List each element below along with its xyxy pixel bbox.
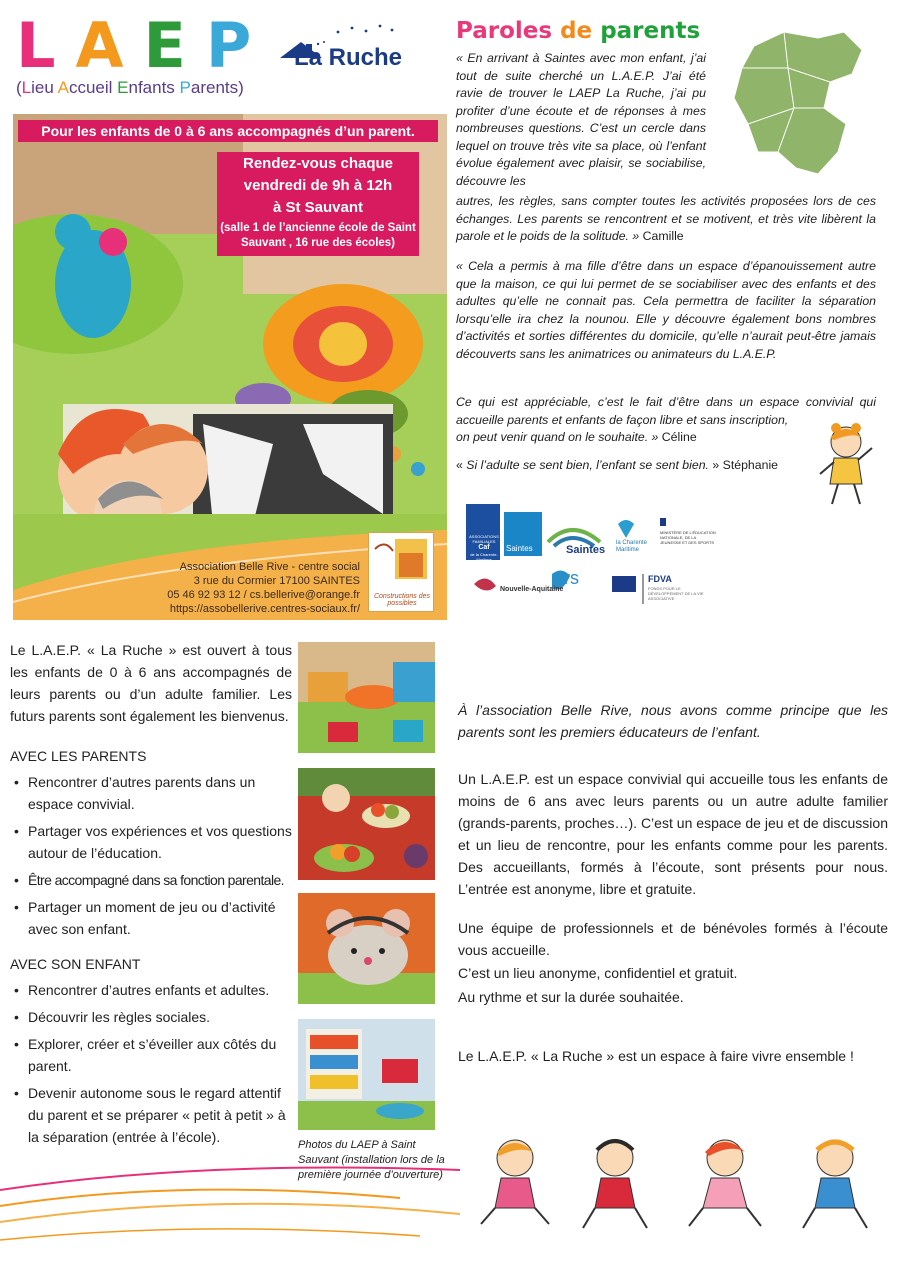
quote-author: Camille: [642, 229, 684, 243]
charente-maritime-logo: la Charente Maritime: [616, 540, 648, 553]
caf-line: FAMILIALES: [472, 539, 496, 544]
child-1: [481, 1140, 549, 1224]
principle-text: À l’association Belle Rive, nous avons comme principe que les parents sont les premiers éducateurs de l’enfant.: [458, 702, 888, 740]
rendezvous-box: [217, 152, 419, 256]
caf-logo: [469, 534, 499, 562]
laep-letter-l: L: [16, 9, 56, 82]
team-text: Une équipe de professionnels et de bénévoles formés à l’écoute vous accueille.: [458, 920, 888, 958]
ministere-logo: MINISTÈRE DE L’ÉDUCATION NATIONALE, DE LA JEUNESSE ET DES SPORTS: [660, 530, 716, 545]
de-word: de: [560, 18, 593, 44]
child-3: [689, 1140, 761, 1226]
ars-logo: ars: [554, 568, 580, 588]
subtitle-initial: A: [57, 78, 69, 97]
fdva-logo: FDVA: [648, 574, 672, 584]
mouse-toy-image: [298, 893, 435, 1004]
fruits-image: [298, 768, 435, 880]
decorative-swoosh: [0, 1150, 460, 1272]
list-item: • Rencontrer d’autres parents dans un espace convivial.: [14, 771, 292, 815]
quote-camille-continued: [456, 193, 876, 246]
quote-text: Si l’adulte se sent bien, l’enfant se sent bien.: [466, 458, 709, 472]
enfant-list: [14, 979, 292, 1153]
parents-list: [14, 771, 292, 945]
partner-logos: [466, 502, 726, 612]
belle-rive-tagline: Constructions des possibles: [373, 593, 431, 607]
contact-phone-email[interactable]: 05 46 92 93 12 / cs.bellerive@orange.fr: [167, 589, 360, 601]
saintes-agglo-logo: Saintes: [566, 544, 606, 556]
list-item: • Explorer, créer et s’éveiller aux côtés du parent.: [14, 1033, 292, 1077]
quote-author: Céline: [661, 430, 697, 444]
bookshelf-image: [298, 1019, 435, 1130]
child-4: [803, 1140, 867, 1228]
rhythm-text: Au rythme et sur la durée souhaitée.: [458, 989, 684, 1005]
caf-line: de la Charente-Maritime: [470, 552, 498, 562]
caf-line: ASSOCIATIONS: [469, 534, 499, 539]
subtitle-word: ccueil: [68, 78, 118, 97]
list-item: • Être accompagné dans sa fonction parentale.: [14, 869, 292, 891]
subtitle-word: arents: [190, 78, 239, 97]
contact-address: 3 rue du Cormier 17100 SAINTES: [193, 575, 360, 587]
waving-child-illustration: [814, 420, 876, 510]
subtitle-initial: P: [179, 78, 191, 97]
subtitle-word: nfants: [128, 78, 180, 97]
photo-fruits: [298, 768, 435, 880]
quote-stephanie: [456, 457, 816, 475]
contact-block: [130, 560, 360, 616]
saintes-logo: Saintes: [506, 544, 533, 553]
play-area-image: [298, 642, 435, 753]
photo-mouse-toy: [298, 893, 435, 1004]
subtitle-initial: E: [117, 78, 129, 97]
quote-celine-2: Ce qui est appréciable, c’est le fait d’être dans un espace convivial qui accueille parents et enfants de façon libre et sans inscription,: [456, 395, 876, 427]
list-item: • Partager vos expériences et vos questions autour de l’éducation.: [14, 820, 292, 864]
rdv-place: (salle 1 de l’ancienne école de Saint Sauvant , 16 rue des écoles): [220, 222, 416, 249]
subtitle-paren-close: ): [238, 78, 244, 97]
paroles-word: Paroles: [456, 18, 553, 44]
bees-icon: [328, 22, 406, 40]
paroles-title: [456, 18, 700, 44]
quote-text: autres, les règles, sans compter toutes les activités proposées lors de ces échanges. Les parents se rencontrent et se motivent, et très vite libèrent la parole et le poids de la solitude. »: [456, 194, 876, 243]
intro-text: Le L.A.E.P. « La Ruche » est ouvert à tous les enfants de 0 à 6 ans accompagnés de leurs parents ou d’un adulte familier. Les futurs parents sont également les bienvenus.: [10, 642, 292, 724]
belle-rive-emblem-icon: [369, 533, 433, 589]
subtitle-paren-open: (: [16, 78, 22, 97]
heading-avec-son-enfant: AVEC SON ENFANT: [10, 956, 141, 972]
quote-camille: « En arrivant à Saintes avec mon enfant, j’ai tout de suite cherché un L.A.E.P. J’ai été ravie de trouver le LAEP La Ruche, j’ai pu profiter d’une écoute et de réponses à mes nombreuses questions. C’est un cercle dans lequel on trouve très vite sa place, où l’enfant évolue également avec plaisir, se sociabilise, découvre les: [456, 51, 706, 188]
quote-open: «: [456, 458, 467, 472]
hero-banner: Pour les enfants de 0 à 6 ans accompagnés d’un parent.: [18, 120, 438, 142]
quote-author: Stéphanie: [722, 458, 779, 472]
la-ruche-logo: [276, 22, 406, 80]
rdv-line-2: vendredi de 9h à 12h: [243, 177, 393, 194]
quote-celine: « Cela a permis à ma fille d’être dans un espace d’épanouissement autre que la maison, ce qui lui permet de se sociabiliser avec des enfants et des adultes qu’elle ne connait pas. Cela permettra de faciliter la séparation lorsqu’elle ira chez la nounou. Elle y découvre également bons nombres d’activités et sorties différentes du domicile, qu’elle n’aurait peut-être jamais découverts sans les animatrices ou animateurs du L.A.E.P.: [456, 259, 876, 361]
list-item: • Partager un moment de jeu ou d’activité avec son enfant.: [14, 896, 292, 940]
laep-description: Un L.A.E.P. est un espace convivial qui accueille tous les enfants de moins de 6 ans avec leurs parents ou un autre adulte familier (grands-parents, proches…). C’est un espace de jeu et de discussion et un lieu de rencontre, pour les enfants comme pour les parents. Des accueillants, formés à l’écoute, sont présents pour nous. L’entrée est anonyme, libre et gratuite.: [458, 771, 888, 897]
fdva-subtitle: FONDS POUR LE DÉVELOPPEMENT DE LA VIE ASSOCIATIVE: [648, 586, 704, 601]
la-ruche-text: La Ruche: [294, 44, 403, 71]
closing-text: Le L.A.E.P. « La Ruche » est un espace à faire vivre ensemble !: [458, 1048, 854, 1064]
rdv-line-1: Rendez-vous chaque: [242, 155, 394, 172]
nouvelle-aquitaine-logo: Nouvelle-Aquitaine: [500, 586, 564, 593]
photo-bookshelf: [298, 1019, 435, 1130]
subtitle-initial: L: [21, 78, 32, 97]
contact-association: Association Belle Rive - centre social: [179, 561, 360, 573]
photos-caption: Photos du LAEP à Saint Sauvant (installation lors de la première journée d’ouverture): [298, 1139, 445, 1181]
quote-text: on peut venir quand on le souhaite. »: [456, 430, 659, 444]
belle-rive-logo: [368, 532, 434, 612]
laep-title: [16, 9, 252, 82]
laep-letter-p: P: [205, 9, 252, 82]
child-2: [583, 1140, 647, 1228]
subtitle-word: ieu: [31, 78, 58, 97]
list-item: • Rencontrer d’autres enfants et adultes.: [14, 979, 292, 1001]
laep-subtitle: [16, 78, 244, 98]
parents-word: parents: [600, 18, 701, 44]
list-item: • Découvrir les règles sociales.: [14, 1006, 292, 1028]
children-illustration: [475, 1132, 895, 1242]
quote-close: »: [708, 458, 720, 472]
anonymous-text: C’est un lieu anonyme, confidentiel et gratuit.: [458, 965, 738, 981]
quote-celine-3: [456, 429, 816, 447]
region-map: [734, 28, 864, 180]
list-item: • Devenir autonome sous le regard attentif du parent et se préparer « petit à petit » à la séparation (entrée à l’école).: [14, 1082, 292, 1148]
photo-play-area: [298, 642, 435, 753]
laep-letter-e: E: [143, 9, 186, 82]
rdv-line-3: à St Sauvant: [272, 199, 364, 216]
caf-line: Caf: [478, 544, 490, 551]
heading-avec-les-parents: AVEC LES PARENTS: [10, 748, 147, 764]
laep-letter-a: A: [75, 9, 124, 82]
contact-website[interactable]: https://assobellerive.centres-sociaux.fr/: [169, 603, 360, 615]
